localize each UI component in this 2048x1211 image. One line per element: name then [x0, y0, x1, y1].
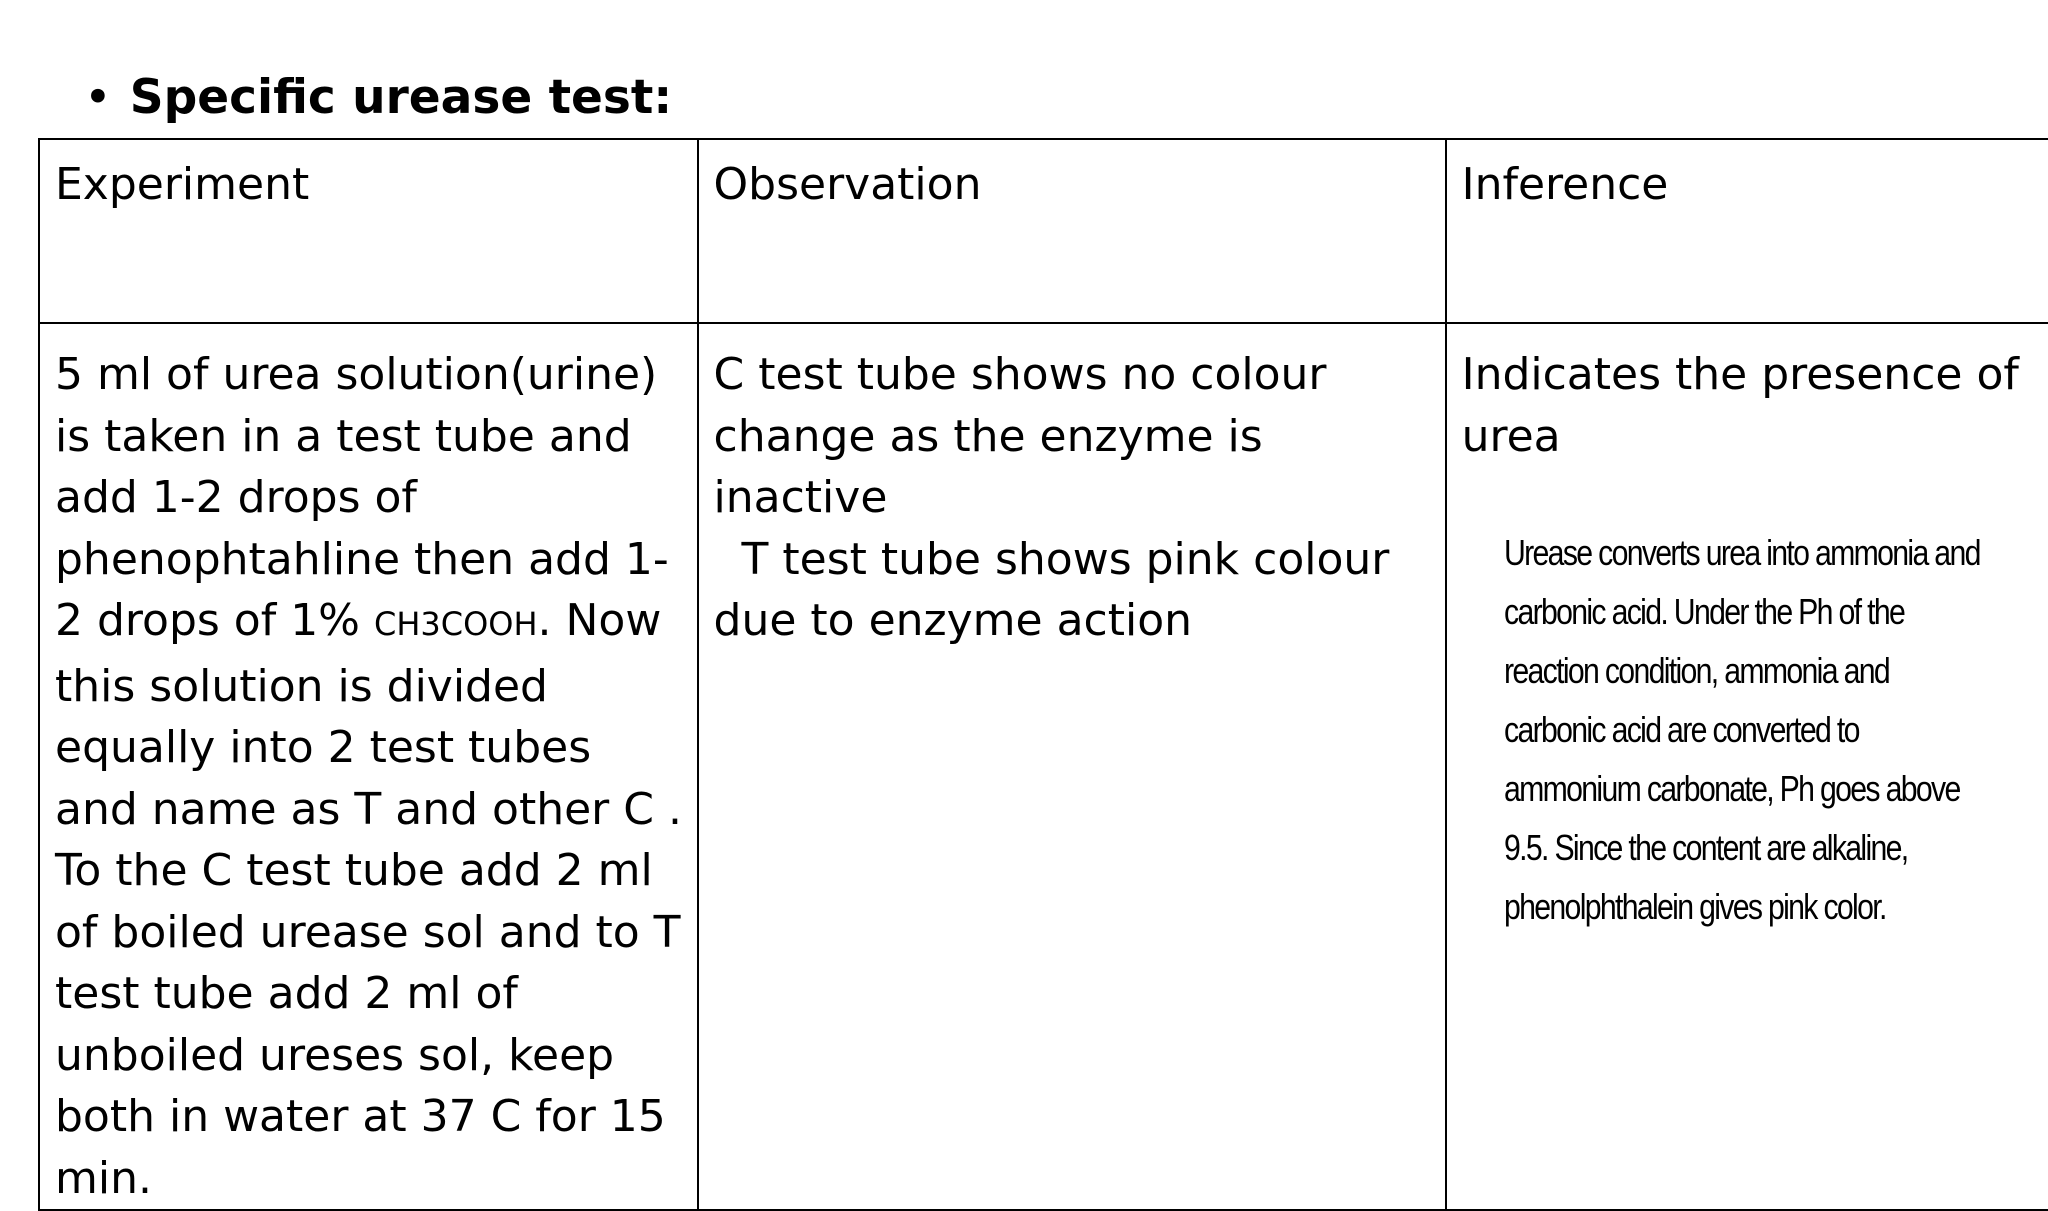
header-inference: Inference [1446, 139, 2048, 323]
heading-text: Specific urease test: [129, 70, 673, 125]
slide-heading [84, 68, 672, 128]
urease-test-table [38, 138, 2048, 1211]
observation-line-2: T test tube shows pink colour due to enzyme action [713, 533, 1404, 646]
experiment-text-part1: 5 ml of urea solution(urine) is taken in a test tube and add 1-2 drops of phenophtahline then add 1-2 drops of 1% [55, 349, 669, 646]
bullet-icon: • [84, 70, 112, 125]
experiment-formula: CH3COOH [373, 605, 538, 643]
header-observation: Observation [698, 139, 1446, 323]
experiment-text-part2: . Now this solution is divided equally into 2 test tubes and name as T and other C . To the C test tube add 2 ml of boiled urease sol and to T test tube add 2 ml of unboiled ureses sol, keep both in water at 37 C for 15 min. [55, 595, 682, 1204]
inference-note: Urease converts urea into ammonia and carbonic acid. Under the Ph of the reaction condition, ammonia and carbonic acid are converted to ammonium carbonate, Ph goes above 9.5. Since the content are alkaline, phenolphthalein gives pink color. [1503, 532, 1980, 927]
inference-cell [1446, 323, 2048, 1210]
inference-main: Indicates the presence of urea [1461, 349, 2019, 462]
observation-line-1: C test tube shows no colour change as the enzyme is inactive [713, 349, 1327, 523]
table-row [39, 323, 2048, 1210]
observation-cell [698, 323, 1446, 1210]
header-experiment: Experiment [39, 139, 698, 323]
table-header-row [39, 139, 2048, 323]
experiment-cell [39, 323, 698, 1210]
